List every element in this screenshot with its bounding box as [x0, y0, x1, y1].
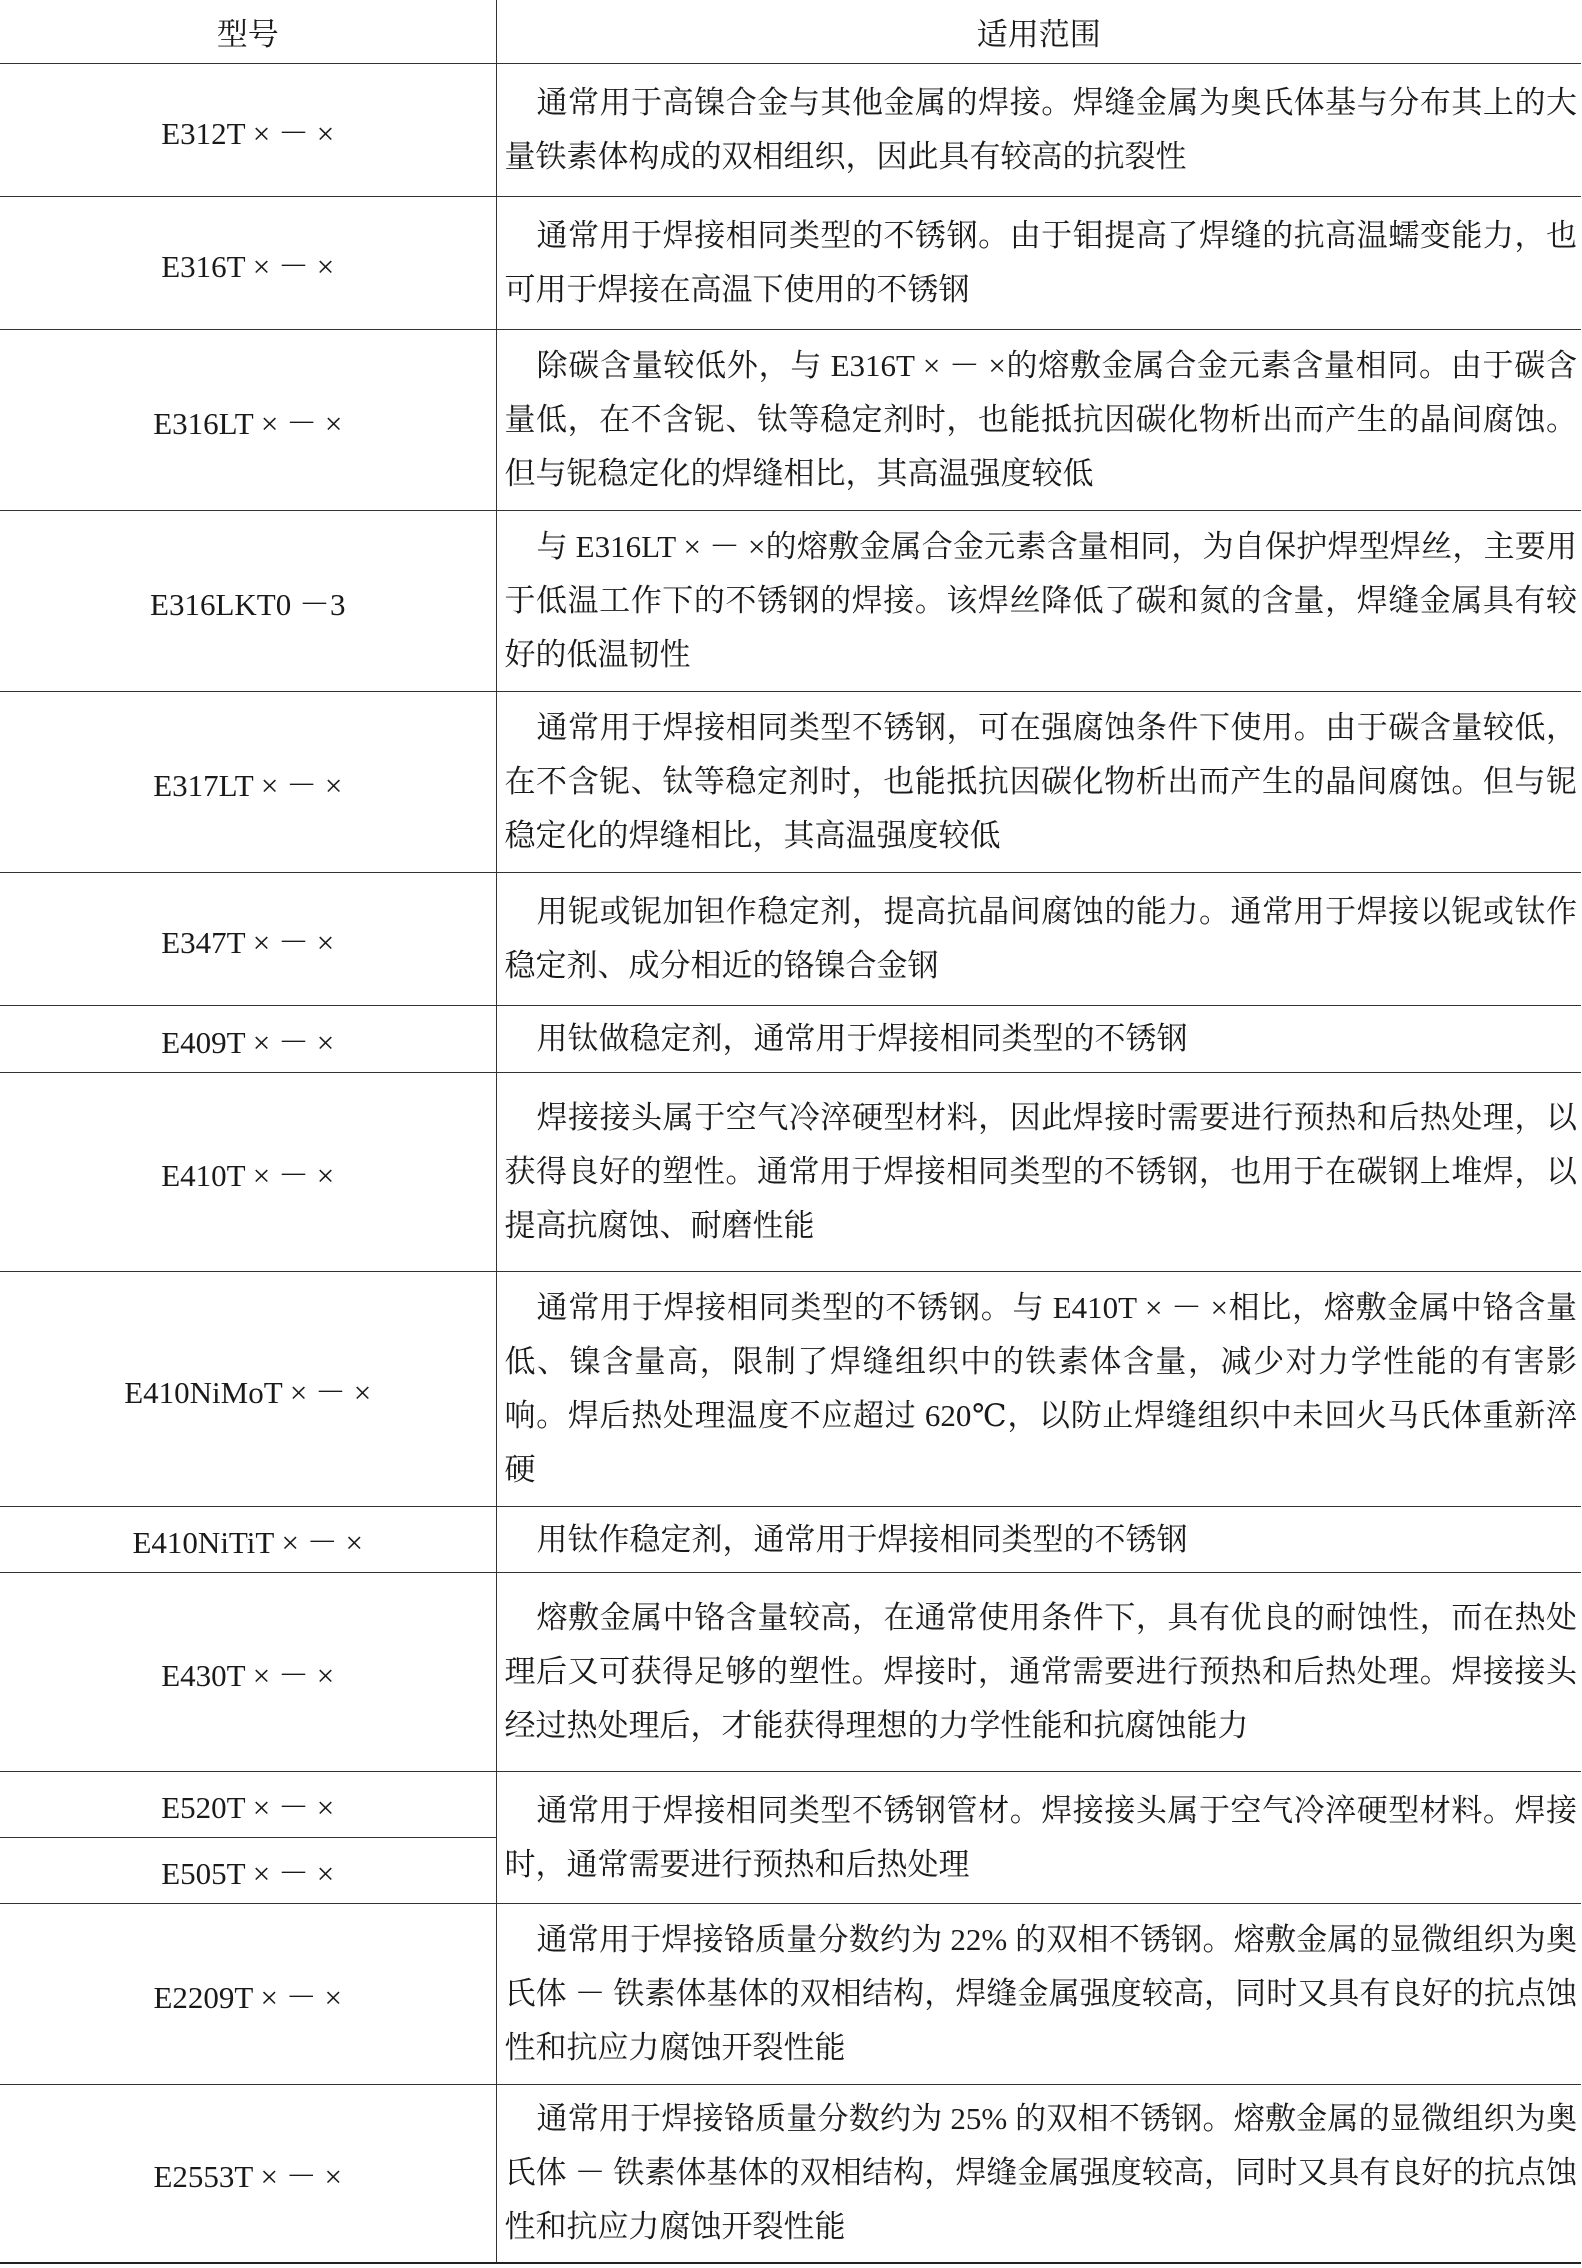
table-row	[0, 64, 1581, 197]
table-row	[0, 2085, 1581, 2263]
application-text: 通常用于焊接相同类型的不锈钢。与 E410T × － ×相比，熔敷金属中铬含量低、镍含量高，限制了焊缝组织中的铁素体含量，减少对力学性能的有害影响。焊后热处理温度不应超过 620℃，以防止焊缝组织中未回火马氏体重新淬硬	[504, 1290, 1577, 1487]
table-row	[0, 1904, 1581, 2085]
model-cell: E410NiMoT × － ×	[0, 1272, 496, 1507]
model-cell: E430T × － ×	[0, 1573, 496, 1772]
table-row	[0, 692, 1581, 873]
model-cell: E410T × － ×	[0, 1073, 496, 1272]
table-row	[0, 330, 1581, 511]
application-cell	[496, 2085, 1581, 2263]
application-cell	[496, 330, 1581, 511]
table-row	[0, 873, 1581, 1006]
application-cell	[496, 873, 1581, 1006]
application-text: 用铌或铌加钽作稳定剂，提高抗晶间腐蚀的能力。通常用于焊接以铌或钛作稳定剂、成分相近的铬镍合金钢	[504, 894, 1577, 983]
application-cell	[496, 1507, 1581, 1573]
application-text: 通常用于焊接相同类型不锈钢管材。焊接接头属于空气冷淬硬型材料。焊接时，通常需要进行预热和后热处理	[504, 1792, 1577, 1882]
model-cell: E347T × － ×	[0, 873, 496, 1006]
table-row	[0, 1272, 1581, 1507]
model-cell: E520T × － ×	[0, 1772, 496, 1838]
model-cell: E312T × － ×	[0, 64, 496, 197]
model-cell: E2553T × － ×	[0, 2085, 496, 2263]
table-row	[0, 1772, 1581, 1838]
model-cell: E317LT × － ×	[0, 692, 496, 873]
model-cell: E316LKT0 －3	[0, 511, 496, 692]
application-cell	[496, 692, 1581, 873]
application-cell	[496, 1272, 1581, 1507]
header-application: 适用范围	[496, 0, 1581, 64]
application-cell	[496, 1006, 1581, 1073]
table-row	[0, 197, 1581, 330]
application-text: 通常用于焊接铬质量分数约为 22% 的双相不锈钢。熔敷金属的显微组织为奥氏体 － 铁素体基体的双相结构，焊缝金属强度较高，同时又具有良好的抗点蚀性和抗应力腐蚀开裂性能	[504, 1922, 1577, 2065]
application-text: 与 E316LT × － ×的熔敷金属合金元素含量相同，为自保护焊型焊丝，主要用于低温工作下的不锈钢的焊接。该焊丝降低了碳和氮的含量，焊缝金属具有较好的低温韧性	[504, 529, 1577, 672]
application-cell	[496, 1573, 1581, 1772]
header-model: 型号	[0, 0, 496, 64]
application-text: 用钛做稳定剂，通常用于焊接相同类型的不锈钢	[536, 1021, 1188, 1056]
model-cell: E505T × － ×	[0, 1838, 496, 1904]
application-cell	[496, 1904, 1581, 2085]
table-row	[0, 511, 1581, 692]
application-text: 通常用于高镍合金与其他金属的焊接。焊缝金属为奥氏体基与分布其上的大量铁素体构成的双相组织，因此具有较高的抗裂性	[504, 85, 1577, 174]
table-row	[0, 1507, 1581, 1573]
model-cell: E316LT × － ×	[0, 330, 496, 511]
application-text: 焊接接头属于空气冷淬硬型材料，因此焊接时需要进行预热和后热处理，以获得良好的塑性。通常用于焊接相同类型的不锈钢，也用于在碳钢上堆焊，以提高抗腐蚀、耐磨性能	[504, 1100, 1577, 1243]
application-text: 通常用于焊接相同类型的不锈钢。由于钼提高了焊缝的抗高温蠕变能力，也可用于焊接在高温下使用的不锈钢	[504, 218, 1577, 307]
application-cell	[496, 64, 1581, 197]
model-cell: E2209T × － ×	[0, 1904, 496, 2085]
application-text: 用钛作稳定剂，通常用于焊接相同类型的不锈钢	[536, 1521, 1188, 1557]
application-cell	[496, 511, 1581, 692]
table-row	[0, 1073, 1581, 1272]
model-cell: E410NiTiT × － ×	[0, 1507, 496, 1573]
model-cell: E316T × － ×	[0, 197, 496, 330]
application-text: 通常用于焊接相同类型不锈钢，可在强腐蚀条件下使用。由于碳含量较低，在不含铌、钛等稳定剂时，也能抵抗因碳化物析出而产生的晶间腐蚀。但与铌稳定化的焊缝相比，其高温强度较低	[504, 710, 1577, 853]
model-cell: E409T × － ×	[0, 1006, 496, 1073]
application-text: 通常用于焊接铬质量分数约为 25% 的双相不锈钢。熔敷金属的显微组织为奥氏体 － 铁素体基体的双相结构，焊缝金属强度较高，同时又具有良好的抗点蚀性和抗应力腐蚀开裂性能	[504, 2101, 1577, 2245]
application-text: 除碳含量较低外，与 E316T × － ×的熔敷金属合金元素含量相同。由于碳含量低，在不含铌、钛等稳定剂时，也能抵抗因碳化物析出而产生的晶间腐蚀。但与铌稳定化的焊缝相比，其高温强度较低	[504, 348, 1577, 491]
table-row	[0, 1006, 1581, 1073]
application-cell	[496, 1772, 1581, 1904]
table-header-row	[0, 0, 1581, 64]
application-cell	[496, 1073, 1581, 1272]
table-row	[0, 1573, 1581, 1772]
application-text: 熔敷金属中铬含量较高，在通常使用条件下，具有优良的耐蚀性，而在热处理后又可获得足够的塑性。焊接时，通常需要进行预热和后热处理。焊接接头经过热处理后，才能获得理想的力学性能和抗腐蚀能力	[504, 1600, 1577, 1743]
application-cell	[496, 197, 1581, 330]
